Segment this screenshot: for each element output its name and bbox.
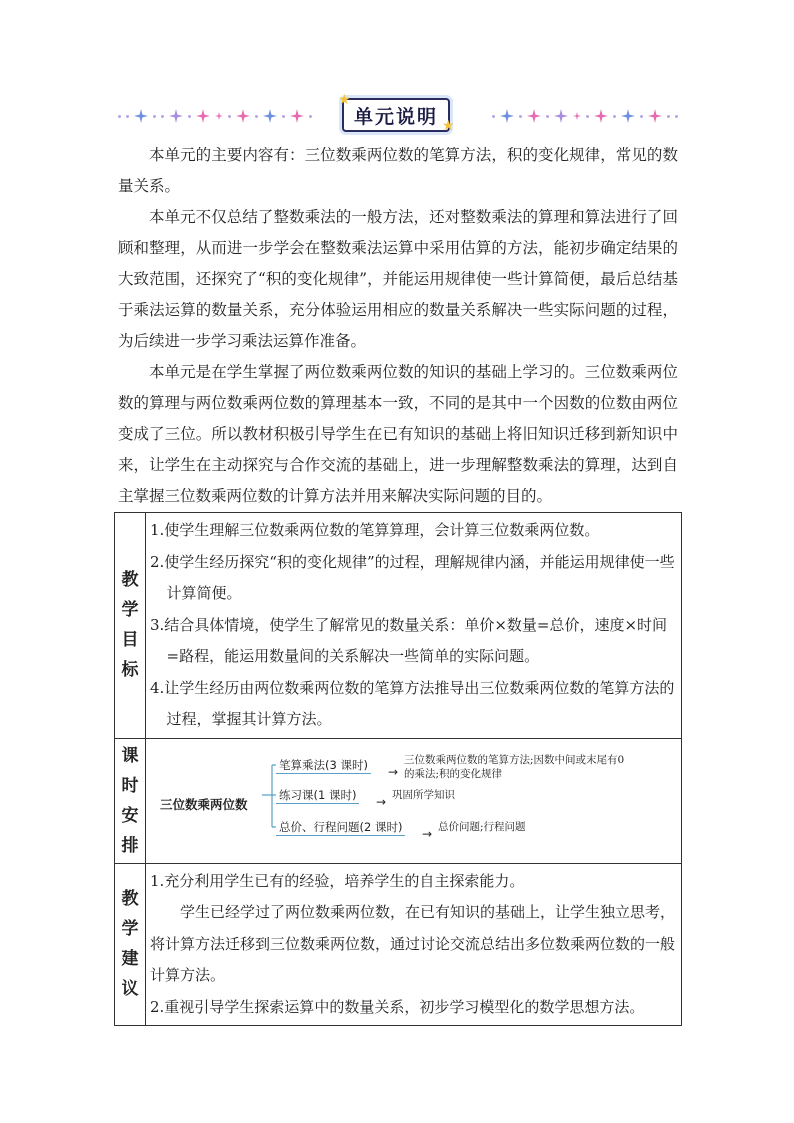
heading-char: 学: [121, 919, 139, 940]
arrow-icon: →: [422, 826, 433, 841]
star-icon: [215, 112, 223, 120]
schedule-heading: [115, 738, 146, 863]
star-icon: [573, 112, 581, 120]
goals-heading: [115, 513, 146, 739]
heading-char: 目: [121, 630, 139, 651]
branch-node: 笔算乘法(3 课时): [276, 757, 371, 774]
unit-banner: [118, 92, 678, 136]
decorative-stars-left: [118, 106, 312, 126]
intro-paragraph: 本单元是在学生掌握了两位数乘两位数的知识的基础上学习的。三位数乘两位数的算理与两位数乘两位数的算理基本一致，不同的是其中一个因数的位数由两位变成了三位。所以教材积极引导学生在已有知识的基础上将旧知识迁移到新知识中来，让学生在主动探究与合作交流的基础上，进一步理解整数乘法的算理，达到自主掌握三位数乘两位数的计算方法并用来解决实际问题的目的。: [118, 363, 678, 505]
star-icon: [554, 109, 568, 123]
heading-char: 课: [121, 745, 139, 766]
goal-item: 3.结合具体情境，使学生了解常见的数量关系：单价×数量=总价，速度×时间=路程，能运用数量间的关系解决一些简单的实际问题。: [150, 615, 668, 665]
star-icon: [236, 109, 250, 123]
heading-char: 教: [121, 889, 139, 910]
heading-char: 建: [121, 949, 139, 970]
star-icon: [621, 109, 635, 123]
branch-node: 练习课(1 课时): [276, 787, 359, 804]
star-icon: [134, 109, 148, 123]
star-icon: [290, 109, 304, 123]
goal-item: 1.使学生理解三位数乘两位数的笔算算理，会计算三位数乘两位数。: [150, 521, 600, 539]
heading-char: 安: [121, 805, 139, 826]
branch-desc: 三位数乘两位数的笔算方法;因数中间或末尾有0: [404, 753, 625, 766]
goal-item: 4.让学生经历由两位数乘两位数的笔算方法推导出三位数乘两位数的笔算方法的过程，掌握其计算方法。: [150, 678, 675, 728]
intro-paragraph: 本单元不仅总结了整数乘法的一般方法，还对整数乘法的算理和算法进行了回顾和整理，从而进一步学会在整数乘法运算中采用估算的方法，能初步确定结果的大致范围，还探究了“积的变化规律”，并能运用规律使一些计算简便，最后总结基于乘法运算的数量关系，充分体验运用相应的数量关系解决一些实际问题的过程，为后续进一步学习乘法运算作准备。: [118, 208, 678, 350]
goal-item: 2.使学生经历探究“积的变化规律”的过程，理解规律内涵，并能运用规律使一些计算简便。: [150, 552, 675, 602]
advice-heading: [115, 863, 146, 1026]
advice-content: [146, 863, 682, 1026]
schedule-content: [146, 738, 682, 863]
heading-char: 学: [121, 600, 139, 621]
star-icon: ★: [338, 92, 351, 108]
heading-char: 标: [121, 660, 139, 681]
schedule-row: [115, 738, 682, 863]
branch-lines: [150, 751, 290, 851]
advice-item: 1.充分利用学生已有的经验，培养学生的自主探索能力。: [150, 871, 525, 890]
star-icon: [648, 109, 662, 123]
arrow-icon: →: [388, 764, 399, 779]
star-icon: [196, 109, 210, 123]
intro-paragraph: 本单元的主要内容有：三位数乘两位数的笔算方法，积的变化规律，常见的数量关系。: [118, 146, 678, 195]
star-icon: [169, 109, 183, 123]
decorative-stars-right: [492, 106, 678, 126]
star-icon: [500, 109, 514, 123]
star-icon: [594, 109, 608, 123]
branch-desc: 总价问题;行程问题: [438, 820, 526, 833]
advice-item: 2.重视引导学生探索运算中的数量关系，初步学习模型化的数学思想方法。: [150, 997, 645, 1016]
unit-plan-table: [114, 512, 682, 1026]
schedule-diagram: [150, 751, 675, 851]
advice-paragraph: 学生已经学过了两位数乘两位数，在已有知识的基础上，让学生独立思考，将计算方法迁移到三位数乘两位数，通过讨论交流总结出多位数乘两位数的一般计算方法。: [150, 903, 676, 984]
branch-node: 总价、行程问题(2 课时): [276, 819, 405, 836]
schedule-root: 三位数乘两位数: [160, 796, 248, 812]
heading-char: 排: [121, 835, 139, 856]
goals-row: [115, 513, 682, 739]
advice-row: [115, 863, 682, 1026]
branch-desc: 巩固所学知识: [392, 788, 455, 801]
heading-char: 时: [121, 775, 139, 796]
star-icon: [527, 109, 541, 123]
banner-title: 单元说明: [342, 98, 450, 132]
heading-char: 教: [121, 570, 139, 591]
unit-intro: [118, 140, 678, 512]
star-icon: [263, 109, 277, 123]
goals-content: [146, 513, 682, 739]
star-icon: ★: [442, 118, 455, 134]
branch-desc: 的乘法;积的变化规律: [404, 767, 503, 780]
heading-char: 议: [121, 979, 139, 1000]
arrow-icon: →: [376, 794, 387, 809]
